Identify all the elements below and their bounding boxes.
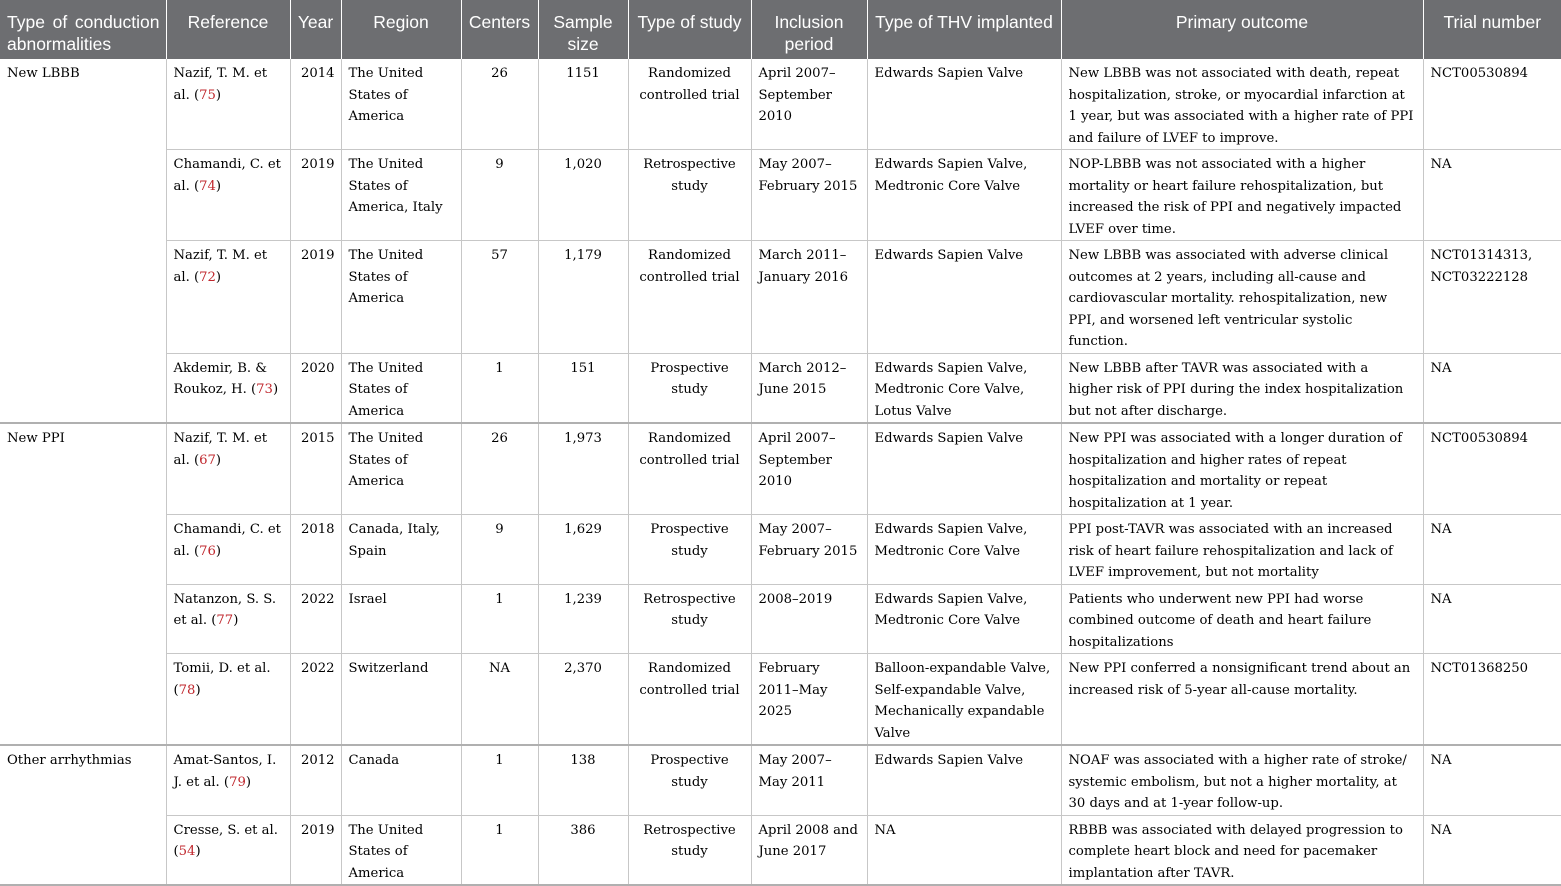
reference-author: Nazif, T. M. et al. ( — [173, 431, 268, 468]
study-type-cell: Retrospective study — [628, 150, 751, 241]
centers-cell: 1 — [461, 584, 538, 654]
year-cell: 2019 — [290, 815, 341, 885]
thv-cell: Edwards Sapien Valve, Medtronic Core Valve, Lotus Valve — [867, 353, 1061, 423]
reference-close: ) — [215, 178, 222, 194]
reference-author: Tomii, D. et al. ( — [173, 661, 271, 698]
header-year: Year — [290, 0, 341, 59]
reference-author: Cresse, S. et al. ( — [173, 822, 278, 859]
table-header — [0, 0, 1561, 59]
thv-cell: Edwards Sapien Valve, Medtronic Core Valve — [867, 515, 1061, 585]
sample-size-cell: 386 — [538, 815, 628, 885]
conduction-type-cell: Other arrhythmias — [0, 745, 166, 885]
year-cell: 2019 — [290, 150, 341, 241]
trial-number-cell: NCT00530894 — [1423, 59, 1561, 150]
reference-link[interactable]: 79 — [229, 774, 246, 790]
centers-cell: 1 — [461, 815, 538, 885]
reference-link[interactable]: 67 — [199, 452, 216, 468]
region-cell: Canada — [341, 745, 461, 815]
centers-cell: 26 — [461, 423, 538, 515]
reference-link[interactable]: 73 — [256, 382, 273, 397]
reference-cell — [166, 745, 290, 815]
study-type-cell: Prospective study — [628, 515, 751, 585]
reference-close: ) — [245, 774, 251, 790]
header-reference: Reference — [166, 0, 290, 59]
sample-size-cell: 1151 — [538, 59, 628, 150]
study-type-cell: Prospective study — [628, 745, 751, 815]
centers-cell: 9 — [461, 515, 538, 585]
inclusion-period-cell: May 2007–February 2015 — [751, 150, 867, 241]
table-row — [0, 515, 1561, 585]
year-cell: 2022 — [290, 654, 341, 746]
inclusion-period-cell: April 2008 and June 2017 — [751, 815, 867, 885]
thv-cell: Edwards Sapien Valve, Medtronic Core Valve — [867, 584, 1061, 654]
thv-cell: Edwards Sapien Valve — [867, 59, 1061, 150]
trial-number-cell: NA — [1423, 815, 1561, 885]
year-cell: 2020 — [290, 353, 341, 423]
header-centers: Centers — [461, 0, 538, 59]
year-cell: 2018 — [290, 515, 341, 585]
trial-number-cell: NA — [1423, 584, 1561, 654]
study-type-cell: Randomized controlled trial — [628, 654, 751, 746]
reference-close: ) — [215, 269, 222, 285]
primary-outcome-cell: New LBBB was associated with adverse clinical outcomes at 2 years, including all-cause and cardiovascular mortality. rehospitalization, new PPI, and worsened left ventricular systolic function. — [1061, 241, 1423, 354]
region-cell: Israel — [341, 584, 461, 654]
centers-cell: 9 — [461, 150, 538, 241]
year-cell: 2019 — [290, 241, 341, 354]
trial-number-cell: NA — [1423, 515, 1561, 585]
centers-cell: 1 — [461, 353, 538, 423]
study-type-cell: Prospective study — [628, 353, 751, 423]
reference-link[interactable]: 76 — [199, 543, 216, 559]
reference-cell — [166, 584, 290, 654]
primary-outcome-cell: New LBBB after TAVR was associated with a higher risk of PPI during the index hospitalization but not after discharge. — [1061, 353, 1423, 423]
table-row — [0, 353, 1561, 423]
inclusion-period-cell: April 2007–September 2010 — [751, 423, 867, 515]
trial-number-cell: NA — [1423, 353, 1561, 423]
table-row — [0, 745, 1561, 815]
centers-cell: 1 — [461, 745, 538, 815]
header-region: Region — [341, 0, 461, 59]
study-type-cell: Randomized controlled trial — [628, 423, 751, 515]
primary-outcome-cell: New PPI conferred a nonsignificant trend about an increased risk of 5-year all-cause mortality. — [1061, 654, 1423, 746]
reference-author: Nazif, T. M. et al. ( — [173, 66, 268, 103]
reference-close: ) — [233, 613, 239, 628]
inclusion-period-cell: May 2007–February 2015 — [751, 515, 867, 585]
region-cell: The United States of America, Italy — [341, 150, 461, 241]
table-row — [0, 584, 1561, 654]
trial-number-cell: NA — [1423, 745, 1561, 815]
thv-cell: NA — [867, 815, 1061, 885]
primary-outcome-cell: New PPI was associated with a longer duration of hospitalization and higher rates of repeat hospitalization and mortality or repeat hospitalization at 1 year. — [1061, 423, 1423, 515]
inclusion-period-cell: 2008–2019 — [751, 584, 867, 654]
region-cell: The United States of America — [341, 815, 461, 885]
reference-link[interactable]: 74 — [199, 178, 216, 194]
table-row — [0, 815, 1561, 885]
study-type-cell: Randomized controlled trial — [628, 241, 751, 354]
primary-outcome-cell: NOP-LBBB was not associated with a higher mortality or heart failure rehospitalization, but increased the risk of PPI and negatively impacted LVEF over time. — [1061, 150, 1423, 241]
inclusion-period-cell: February 2011–May 2025 — [751, 654, 867, 746]
thv-cell: Balloon-expandable Valve, Self-expandable Valve, Mechanically expandable Valve — [867, 654, 1061, 746]
primary-outcome-cell: Patients who underwent new PPI had worse combined outcome of death and heart failure hospitalizations — [1061, 584, 1423, 654]
table-body — [0, 59, 1561, 885]
primary-outcome-cell: RBBB was associated with delayed progression to complete heart block and need for pacemaker implantation after TAVR. — [1061, 815, 1423, 885]
reference-link[interactable]: 78 — [178, 682, 196, 698]
year-cell: 2015 — [290, 423, 341, 515]
header-type-of-study: Type of study — [628, 0, 751, 59]
reference-link[interactable]: 75 — [199, 87, 216, 103]
region-cell: The United States of America — [341, 241, 461, 354]
header-inclusion-period: Inclusion period — [751, 0, 867, 59]
reference-close: ) — [195, 844, 201, 859]
reference-cell — [166, 150, 290, 241]
inclusion-period-cell: March 2012–June 2015 — [751, 353, 867, 423]
table-row — [0, 241, 1561, 354]
centers-cell: NA — [461, 654, 538, 746]
centers-cell: 57 — [461, 241, 538, 354]
centers-cell: 26 — [461, 59, 538, 150]
reference-cell — [166, 815, 290, 885]
reference-cell — [166, 241, 290, 354]
conduction-type-cell: New PPI — [0, 423, 166, 745]
trial-number-cell: NCT00530894 — [1423, 423, 1561, 515]
primary-outcome-cell: New LBBB was not associated with death, repeat hospitalization, stroke, or myocardial infarction at 1 year, but was associated with a higher rate of PPI and failure of LVEF to improve. — [1061, 59, 1423, 150]
thv-cell: Edwards Sapien Valve — [867, 241, 1061, 354]
inclusion-period-cell: April 2007–September 2010 — [751, 59, 867, 150]
reference-author: Natanzon, S. S. et al. ( — [173, 591, 277, 628]
region-cell: Switzerland — [341, 654, 461, 746]
year-cell: 2014 — [290, 59, 341, 150]
trial-number-cell: NCT01314313, NCT03222128 — [1423, 241, 1561, 354]
reference-close: ) — [195, 682, 201, 698]
inclusion-period-cell: March 2011–January 2016 — [751, 241, 867, 354]
reference-link[interactable]: 77 — [216, 613, 234, 628]
header-type: Type of conduction abnormalities — [0, 0, 166, 59]
sample-size-cell: 138 — [538, 745, 628, 815]
sample-size-cell: 1,629 — [538, 515, 628, 585]
reference-cell — [166, 59, 290, 150]
reference-author: Nazif, T. M. et al. ( — [173, 248, 268, 285]
sample-size-cell: 1,020 — [538, 150, 628, 241]
table-row — [0, 59, 1561, 150]
header-primary-outcome: Primary outcome — [1061, 0, 1423, 59]
reference-close: ) — [215, 452, 222, 468]
sample-size-cell: 151 — [538, 353, 628, 423]
inclusion-period-cell: May 2007–May 2011 — [751, 745, 867, 815]
header-sample-size: Sample size — [538, 0, 628, 59]
study-type-cell: Retrospective study — [628, 815, 751, 885]
trial-number-cell: NA — [1423, 150, 1561, 241]
reference-cell — [166, 515, 290, 585]
header-row — [0, 0, 1561, 59]
sample-size-cell: 1,179 — [538, 241, 628, 354]
sample-size-cell: 2,370 — [538, 654, 628, 746]
reference-cell — [166, 654, 290, 746]
reference-link[interactable]: 54 — [178, 844, 196, 859]
region-cell: Canada, Italy, Spain — [341, 515, 461, 585]
reference-close: ) — [272, 382, 279, 397]
reference-cell — [166, 353, 290, 423]
conduction-type-cell: New LBBB — [0, 59, 166, 423]
primary-outcome-cell: PPI post-TAVR was associated with an increased risk of heart failure rehospitalization and lack of LVEF improvement, but not mortality — [1061, 515, 1423, 585]
thv-cell: Edwards Sapien Valve — [867, 745, 1061, 815]
reference-author: Chamandi, C. et al. ( — [173, 522, 281, 559]
study-type-cell: Randomized controlled trial — [628, 59, 751, 150]
table-row — [0, 423, 1561, 515]
year-cell: 2012 — [290, 745, 341, 815]
sample-size-cell: 1,239 — [538, 584, 628, 654]
reference-link[interactable]: 72 — [199, 269, 216, 285]
thv-cell: Edwards Sapien Valve, Medtronic Core Valve — [867, 150, 1061, 241]
table-row — [0, 654, 1561, 746]
reference-author: Akdemir, B. & Roukoz, H. ( — [173, 360, 268, 397]
region-cell: The United States of America — [341, 423, 461, 515]
primary-outcome-cell: NOAF was associated with a higher rate of stroke/ systemic embolism, but not a higher mortality, at 30 days and at 1-year follow-up. — [1061, 745, 1423, 815]
year-cell: 2022 — [290, 584, 341, 654]
reference-close: ) — [215, 543, 222, 559]
region-cell: The United States of America — [341, 353, 461, 423]
table-row — [0, 150, 1561, 241]
header-thv-type: Type of THV implanted — [867, 0, 1061, 59]
study-type-cell: Retrospective study — [628, 584, 751, 654]
thv-cell: Edwards Sapien Valve — [867, 423, 1061, 515]
reference-cell — [166, 423, 290, 515]
trial-number-cell: NCT01368250 — [1423, 654, 1561, 746]
reference-author: Amat-Santos, I. J. et al. ( — [173, 753, 277, 790]
reference-author: Chamandi, C. et al. ( — [173, 157, 281, 194]
header-trial-number: Trial number — [1423, 0, 1561, 59]
sample-size-cell: 1,973 — [538, 423, 628, 515]
reference-close: ) — [215, 87, 222, 103]
region-cell: The United States of America — [341, 59, 461, 150]
